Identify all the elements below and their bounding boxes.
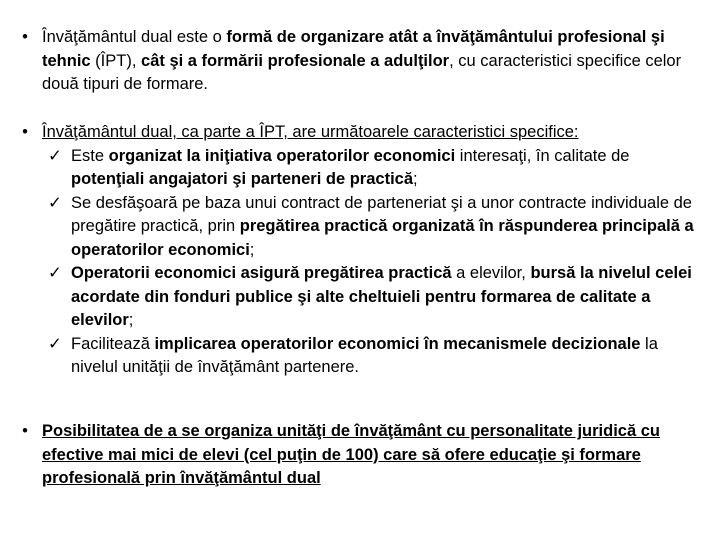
text-run-bold: pregătirea practică organizată în răspunderea principală a operatorilor economici xyxy=(71,217,694,259)
text-run: interesaţi, în calitate de xyxy=(455,146,630,165)
text-run-bold-underlined: Posibilitatea de a se organiza unităţi de învăţământ cu personalitate juridică cu efective mai mici de elevi (cel puţin de 100) care să ofere educaţie şi formare profesională prin învăţământul dual xyxy=(42,422,661,487)
text-run: (ÎPT), xyxy=(90,51,142,70)
text-run-bold: implicarea operatorilor economici în mecanismele decizionale xyxy=(154,334,641,353)
text-run: Învăţământul dual este o xyxy=(42,28,227,46)
bullet-dot: • xyxy=(22,28,28,46)
text-run: ; xyxy=(413,170,418,188)
check-item-initiative xyxy=(16,145,706,192)
bullet-possibility xyxy=(16,420,706,491)
text-run-bold: bursă la nivelul celei acordate din fonduri publice şi alte cheltuieli pentru formarea de calitate a elevilor xyxy=(71,264,692,329)
checklist xyxy=(16,145,706,380)
text-run: ; xyxy=(128,311,134,329)
text-run: la nivelul unităţii de învăţământ partenere. xyxy=(71,334,658,376)
check-item-contract xyxy=(16,192,706,263)
bullet-dot: • xyxy=(22,123,28,141)
text-run: ; xyxy=(249,240,255,259)
text-run: Se desfăşoară pe baza unui contract de parteneriat şi a unor contracte individuale de pregătire practică, prin xyxy=(71,193,692,235)
check-item-operators xyxy=(16,262,706,333)
bullet-dual-definition xyxy=(16,26,706,97)
text-run: Facilitează xyxy=(71,334,155,353)
text-run-bold: cât şi a formării profesionale a adulţilor xyxy=(141,51,450,70)
text-run-bold: formă de organizare atât a învăţământului profesional şi tehnic xyxy=(42,28,665,70)
text-run-bold: organizat la iniţiativa operatorilor economici xyxy=(108,146,456,165)
bullet-dot: • xyxy=(22,422,28,440)
checkmark-icon: ✓ xyxy=(48,146,62,165)
checkmark-icon: ✓ xyxy=(48,264,62,282)
text-run-bold: potenţiali angajatori şi parteneri de practică xyxy=(71,170,414,188)
text-run-bold: Operatorii economici asigură pregătirea practică xyxy=(71,264,452,282)
checkmark-icon: ✓ xyxy=(48,193,62,212)
check-item-decision xyxy=(16,333,706,380)
text-run: , cu caracteristici specifice celor două tipuri de formare. xyxy=(42,51,682,93)
bullet-text xyxy=(42,26,706,97)
bullet-characteristics xyxy=(16,121,706,380)
bullet-heading: Învăţământul dual, ca parte a ÎPT, are următoarele caracteristici specifice: xyxy=(42,123,579,141)
text-run: a elevilor, xyxy=(451,264,531,282)
checkmark-icon: ✓ xyxy=(48,334,62,353)
text-run: Este xyxy=(71,146,109,165)
bullet-text xyxy=(42,420,706,491)
